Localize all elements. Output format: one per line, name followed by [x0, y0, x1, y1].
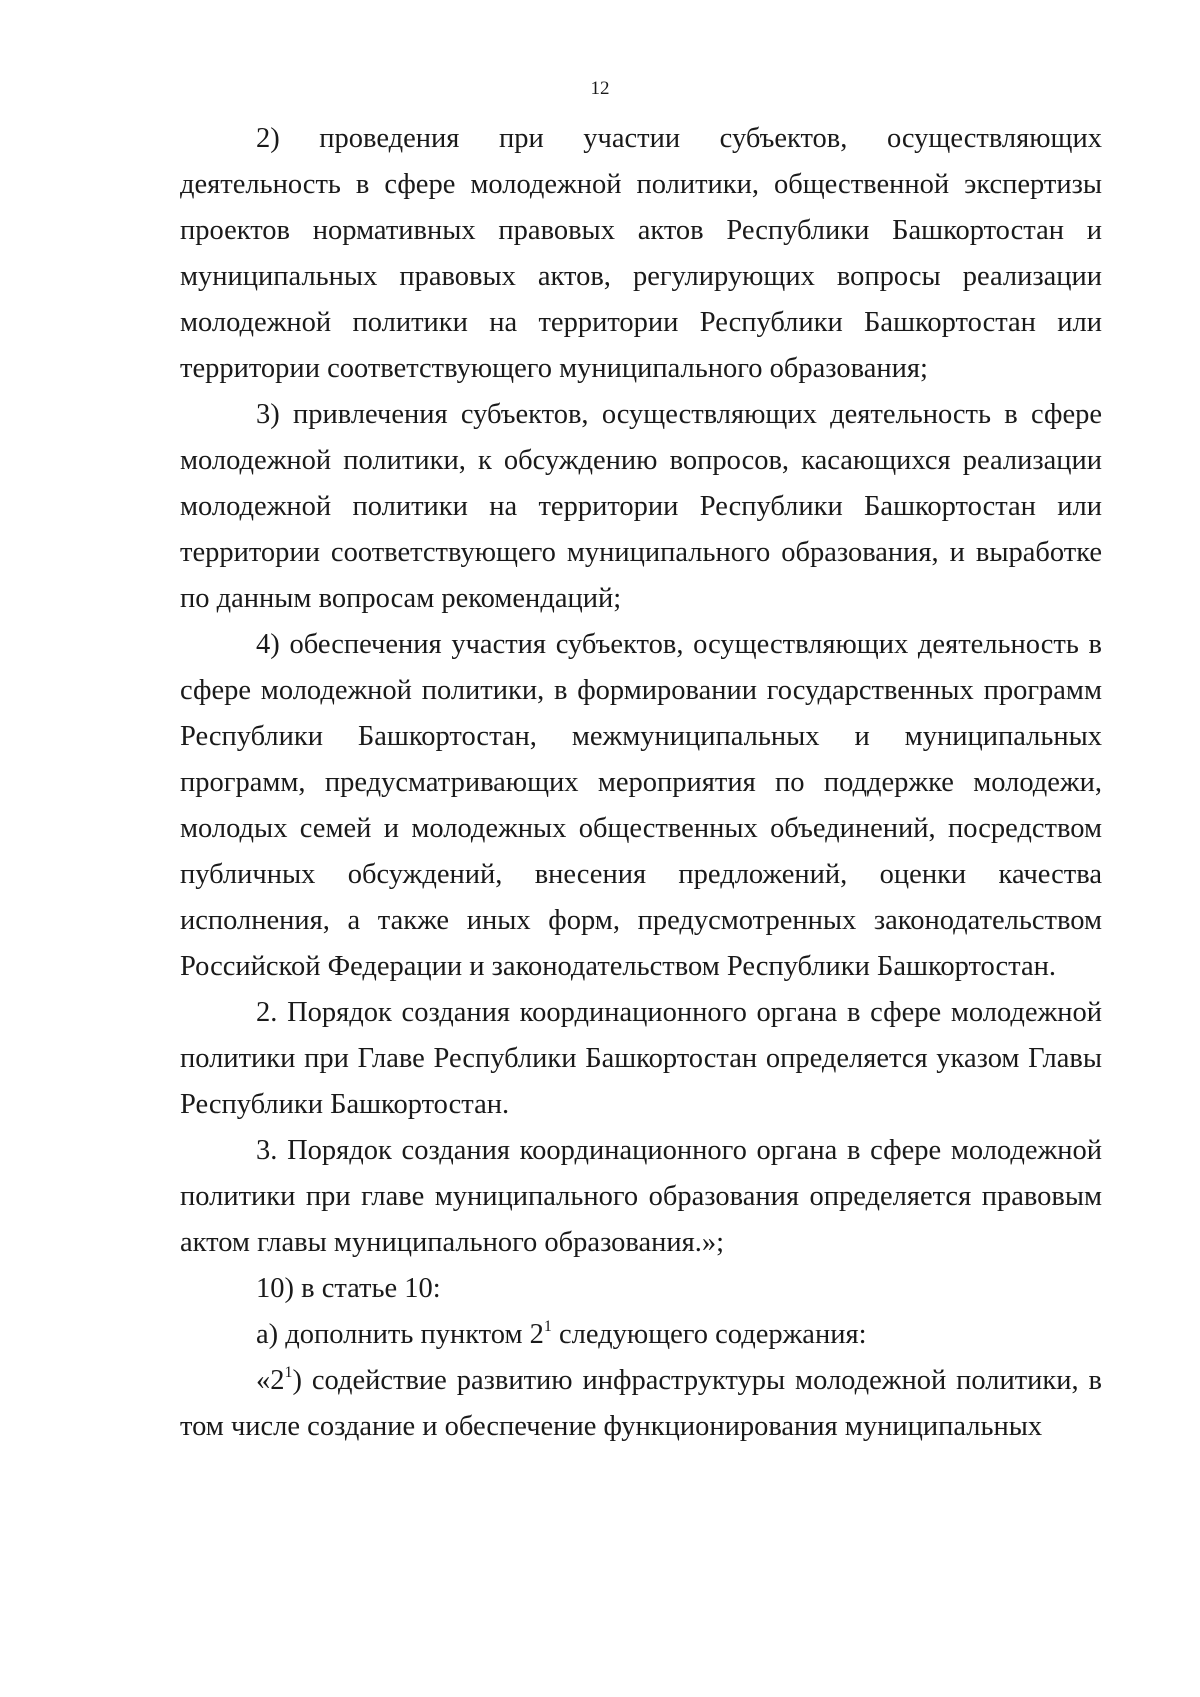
paragraph-quote-2-1	[180, 1358, 1102, 1450]
quote-open: «2	[256, 1365, 285, 1396]
paragraph-item-3: 3. Порядок создания координационного органа в сфере молодежной политики при главе муниципального образования определяется правовым актом главы муниципального образования.»;	[180, 1135, 1102, 1258]
quote-text: ) содействие развитию инфраструктуры молодежной политики, в том числе создание и обеспечение функционирования муниципальных	[180, 1365, 1102, 1442]
paragraph-item-2: 2. Порядок создания координационного органа в сфере молодежной политики при Главе Республики Башкортостан определяется указом Главы Республики Башкортостан.	[180, 997, 1102, 1120]
document-body	[180, 116, 1102, 1450]
paragraph-clause-4: 4) обеспечения участия субъектов, осуществляющих деятельность в сфере молодежной политики, в формировании государственных программ Республики Башкортостан, межмуниципальных и муниципальных программ, предусматривающих мероприятия по поддержке молодежи, молодых семей и молодежных общественных объединений, посредством публичных обсуждений, внесения предложений, оценки качества исполнения, а также иных форм, предусмотренных законодательством Российской Федерации и законодательством Республики Башкортостан.	[180, 629, 1102, 982]
paragraph-amend-a	[180, 1312, 1102, 1358]
amend-a-text: а) дополнить пунктом 2	[256, 1319, 544, 1350]
page-number: 12	[590, 78, 610, 99]
paragraph-clause-2: 2) проведения при участии субъектов, осуществляющих деятельность в сфере молодежной политики, общественной экспертизы проектов нормативных правовых актов Республики Башкортостан и муниципальных правовых актов, регулирующих вопросы реализации молодежной политики на территории Республики Башкортостан или территории соответствующего муниципального образования;	[180, 123, 1102, 384]
quote-superscript: 1	[284, 1364, 293, 1381]
amend-a-tail: следующего содержания:	[551, 1319, 867, 1350]
paragraph-clause-3: 3) привлечения субъектов, осуществляющих деятельность в сфере молодежной политики, к обсуждению вопросов, касающихся реализации молодежной политики на территории Республики Башкортостан или территории соответствующего муниципального образования, и выработке по данным вопросам рекомендаций;	[180, 399, 1102, 614]
amend-a-superscript: 1	[543, 1318, 552, 1335]
paragraph-item-10: 10) в статье 10:	[256, 1273, 441, 1304]
